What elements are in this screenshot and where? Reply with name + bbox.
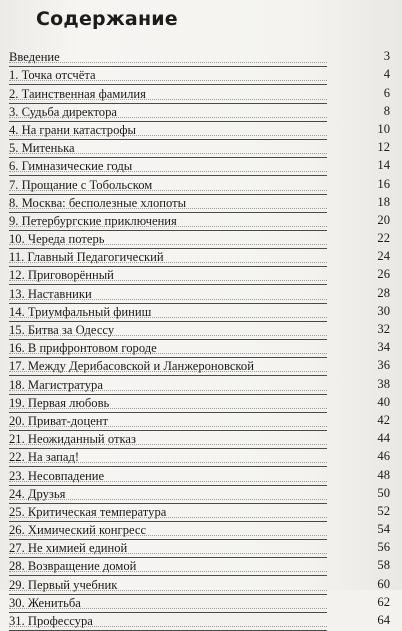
toc-entry: [9, 158, 392, 176]
toc-entry-page-number: 52: [377, 503, 390, 518]
toc-entry: [9, 340, 392, 358]
toc-entry-title: 19. Первая любовь: [9, 395, 110, 410]
toc-entry-page-number: 26: [377, 267, 390, 282]
toc-entry-title: 13. Наставники: [9, 286, 92, 301]
toc-entry-title: 25. Критическая температура: [9, 504, 167, 519]
toc-entry-page-number: 6: [383, 85, 390, 100]
toc-entry: [9, 358, 392, 376]
toc-entry: [9, 140, 392, 158]
toc-entry-title: 9. Петербургские приключения: [9, 213, 177, 228]
toc-entry-page-number: 4: [383, 67, 390, 82]
toc-entry-title: 24. Друзья: [9, 486, 66, 501]
toc-entry-title: 30. Женитьба: [9, 595, 81, 610]
toc-entry-page-number: 38: [377, 376, 390, 391]
toc-entry: [9, 85, 392, 103]
toc-entry-page-number: 36: [377, 358, 390, 373]
toc-entry-title: 28. Возвращение домой: [9, 559, 137, 574]
toc-entry: [9, 67, 392, 85]
toc-entry-page-number: 3: [383, 49, 390, 64]
toc-entry-title: 26. Химический конгресс: [9, 523, 147, 538]
toc-entry: [9, 558, 392, 576]
toc-entry: [9, 122, 392, 140]
toc-entry-title: Введение: [9, 50, 60, 65]
toc-entry-page-number: 20: [377, 212, 390, 227]
toc-entry: [9, 522, 392, 540]
toc-entry: [9, 285, 392, 303]
toc-entry-page-number: 8: [383, 103, 390, 118]
toc-entry: [9, 449, 392, 467]
toc-entry: [9, 613, 392, 631]
toc-entry: [9, 431, 392, 449]
toc-entry-page-number: 34: [377, 340, 390, 355]
toc-entry: [9, 395, 392, 413]
toc-entry-page-number: 10: [377, 121, 390, 136]
toc-entry-page-number: 48: [377, 467, 390, 482]
toc-entry-page-number: 22: [377, 231, 390, 246]
toc-entry-title: 23. Несовпадение: [9, 468, 105, 483]
toc-entry-page-number: 30: [377, 303, 390, 318]
toc-entry-title: 15. Битва за Одессу: [9, 323, 115, 337]
toc-entry-page-number: 54: [377, 522, 390, 537]
toc-entry: [9, 104, 392, 122]
toc-entry-title: 5. Митенька: [9, 141, 75, 156]
toc-entry-title: 17. Между Дерибасовской и Ланжероновской: [9, 359, 254, 374]
toc-entry: [9, 504, 392, 522]
toc-entry: [9, 467, 392, 485]
toc-entry-title: 7. Прощание с Тобольском: [9, 177, 153, 192]
toc-entry-title: 14. Триумфальный финиш: [9, 304, 152, 319]
toc-entry-page-number: 62: [377, 594, 390, 609]
toc-entry-title: 4. На грани катастрофы: [9, 122, 137, 137]
toc-entry-page-number: 64: [377, 613, 390, 627]
toc-entry: [9, 231, 392, 249]
toc-entry: [9, 322, 392, 340]
toc-entry-title: 8. Москва: бесполезные хлопоты: [9, 195, 187, 210]
toc-entry-page-number: 42: [377, 412, 390, 427]
toc-entry: [9, 540, 392, 558]
toc-entry-page-number: 40: [377, 394, 390, 409]
toc-entry-title: 29. Первый учебник: [9, 577, 118, 592]
toc-entry: [9, 595, 392, 613]
toc-entry-page-number: 56: [377, 540, 390, 555]
toc-entry-title: 3. Судьба директора: [9, 104, 117, 119]
toc-entry: [9, 213, 392, 231]
toc-entry-page-number: 46: [377, 449, 390, 464]
toc-entry-title: 21. Неожиданный отказ: [9, 432, 136, 447]
toc-entry-page-number: 50: [377, 485, 390, 500]
toc-entry-page-number: 32: [377, 322, 390, 336]
toc-entry-page-number: 28: [377, 285, 390, 300]
toc-entry: [9, 176, 392, 194]
toc-entry-title: 27. Не химией единой: [9, 541, 128, 556]
table-of-contents: [9, 49, 392, 631]
toc-entry-page-number: 24: [377, 249, 390, 264]
toc-entry-page-number: 18: [377, 194, 390, 209]
toc-entry: [9, 376, 392, 394]
toc-entry: [9, 413, 392, 431]
toc-entry-title: 2. Таинственная фамилия: [9, 86, 146, 101]
toc-entry: [9, 304, 392, 322]
toc-entry-title: 20. Приват-доцент: [9, 413, 109, 428]
toc-entry-title: 1. Точка отсчёта: [9, 68, 96, 83]
toc-entry-title: 12. Приговорённый: [9, 268, 114, 283]
toc-entry-title: 31. Профессура: [9, 614, 93, 628]
toc-entry-page-number: 60: [377, 576, 390, 591]
toc-entry-title: 10. Череда потерь: [9, 232, 105, 247]
toc-entry: [9, 486, 392, 504]
toc-entry-title: 6. Гимназические годы: [9, 159, 133, 174]
toc-entry: [9, 195, 392, 213]
toc-entry: [9, 576, 392, 594]
toc-entry-page-number: 58: [377, 558, 390, 573]
toc-entry-page-number: 12: [377, 140, 390, 155]
toc-entry-title: 18. Магистратура: [9, 377, 103, 392]
page-title: Содержание: [36, 8, 178, 30]
toc-entry: [9, 249, 392, 267]
toc-entry: [9, 267, 392, 285]
toc-entry-title: 16. В прифронтовом городе: [9, 341, 157, 356]
toc-entry-page-number: 16: [377, 176, 390, 191]
toc-entry-page-number: 14: [377, 158, 390, 173]
toc-entry-title: 22. На запад!: [9, 450, 80, 465]
toc-entry: [9, 49, 392, 67]
toc-entry-page-number: 44: [377, 431, 390, 446]
toc-entry-title: 11. Главный Педагогический: [9, 250, 164, 265]
